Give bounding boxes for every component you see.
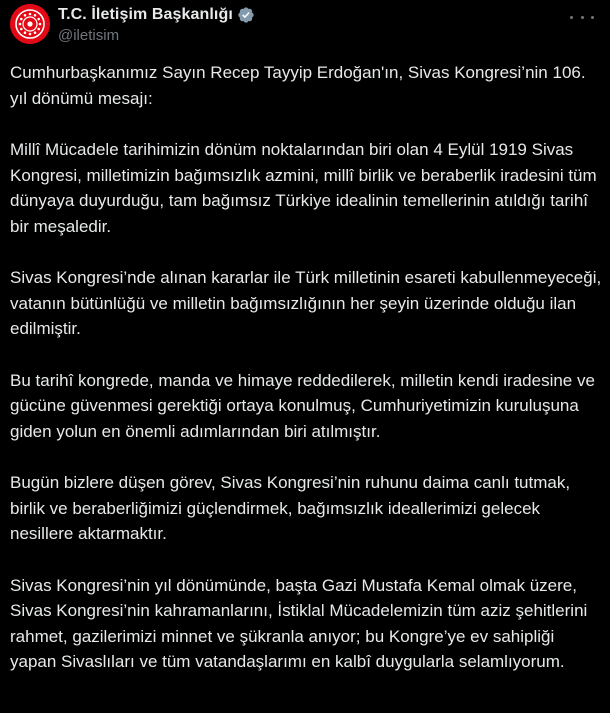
tweet-paragraph: Sivas Kongresi’nin yıl dönümünde, başta Gazi Mustafa Kemal olmak üzere, Sivas Kongresi’nin kahramanlarını, İstiklal Mücadelemizin tüm aziz şehitlerini rahmet, gazilerimizi minnet ve şükranla anıyor; bu Kongre’ye ev sahipliği yapan Sivaslıları ve tüm vatandaşlarımı en kalbî duygularla selamlıyorum. (10, 575, 588, 671)
presidential-seal-icon[interactable] (10, 4, 50, 44)
tweet-paragraph: Cumhurbaşkanımız Sayın Recep Tayyip Erdoğan'ın, Sivas Kongresi’nin 106. yıl dönümü mesajı: (10, 63, 586, 108)
display-name[interactable]: T.C. İletişim Başkanlığı (58, 6, 233, 23)
tweet-paragraph: Sivas Kongresi’nde alınan kararlar ile Türk milletinin esareti kabullenmeyeceği, vatanın bütünlüğü ve milletin bağımsızlığının her şeyin üzerinde olduğu ilan edilmiştir. (10, 268, 602, 338)
account-handle[interactable]: @iletisim (58, 27, 120, 44)
tweet-paragraph: Bugün bizlere düşen görev, Sivas Kongresi’nin ruhunu daima canlı tutmak, birlik ve beraberliğimizi güçlendirmek, bağımsızlık ideallerimizi gelecek nesillere aktarmaktır. (10, 473, 571, 543)
tweet-paragraph: Bu tarihî kongrede, manda ve himaye reddedilerek, milletin kendi iradesine ve gücüne güvenmesi gerektiği ortaya konulmuş, Cumhuriyetimizin kuruluşuna giden yolun en önemli adımlarından biri atılmıştır. (10, 370, 595, 441)
tweet-text (10, 60, 602, 701)
tweet-header (10, 4, 600, 46)
tweet-paragraph: Millî Mücadele tarihimizin dönüm noktalarından biri olan 4 Eylül 1919 Sivas Kongresi, milletimizin bağımsızlık azmini, millî birlik ve beraberlik iradesini tüm dünyaya duyurduğu, tam bağımsız Türkiye idealinin temellerinin atıldığı tarihî bir meşaledir. (10, 140, 597, 236)
more-options-icon[interactable] (570, 8, 594, 26)
verified-badge-icon[interactable] (237, 6, 255, 24)
